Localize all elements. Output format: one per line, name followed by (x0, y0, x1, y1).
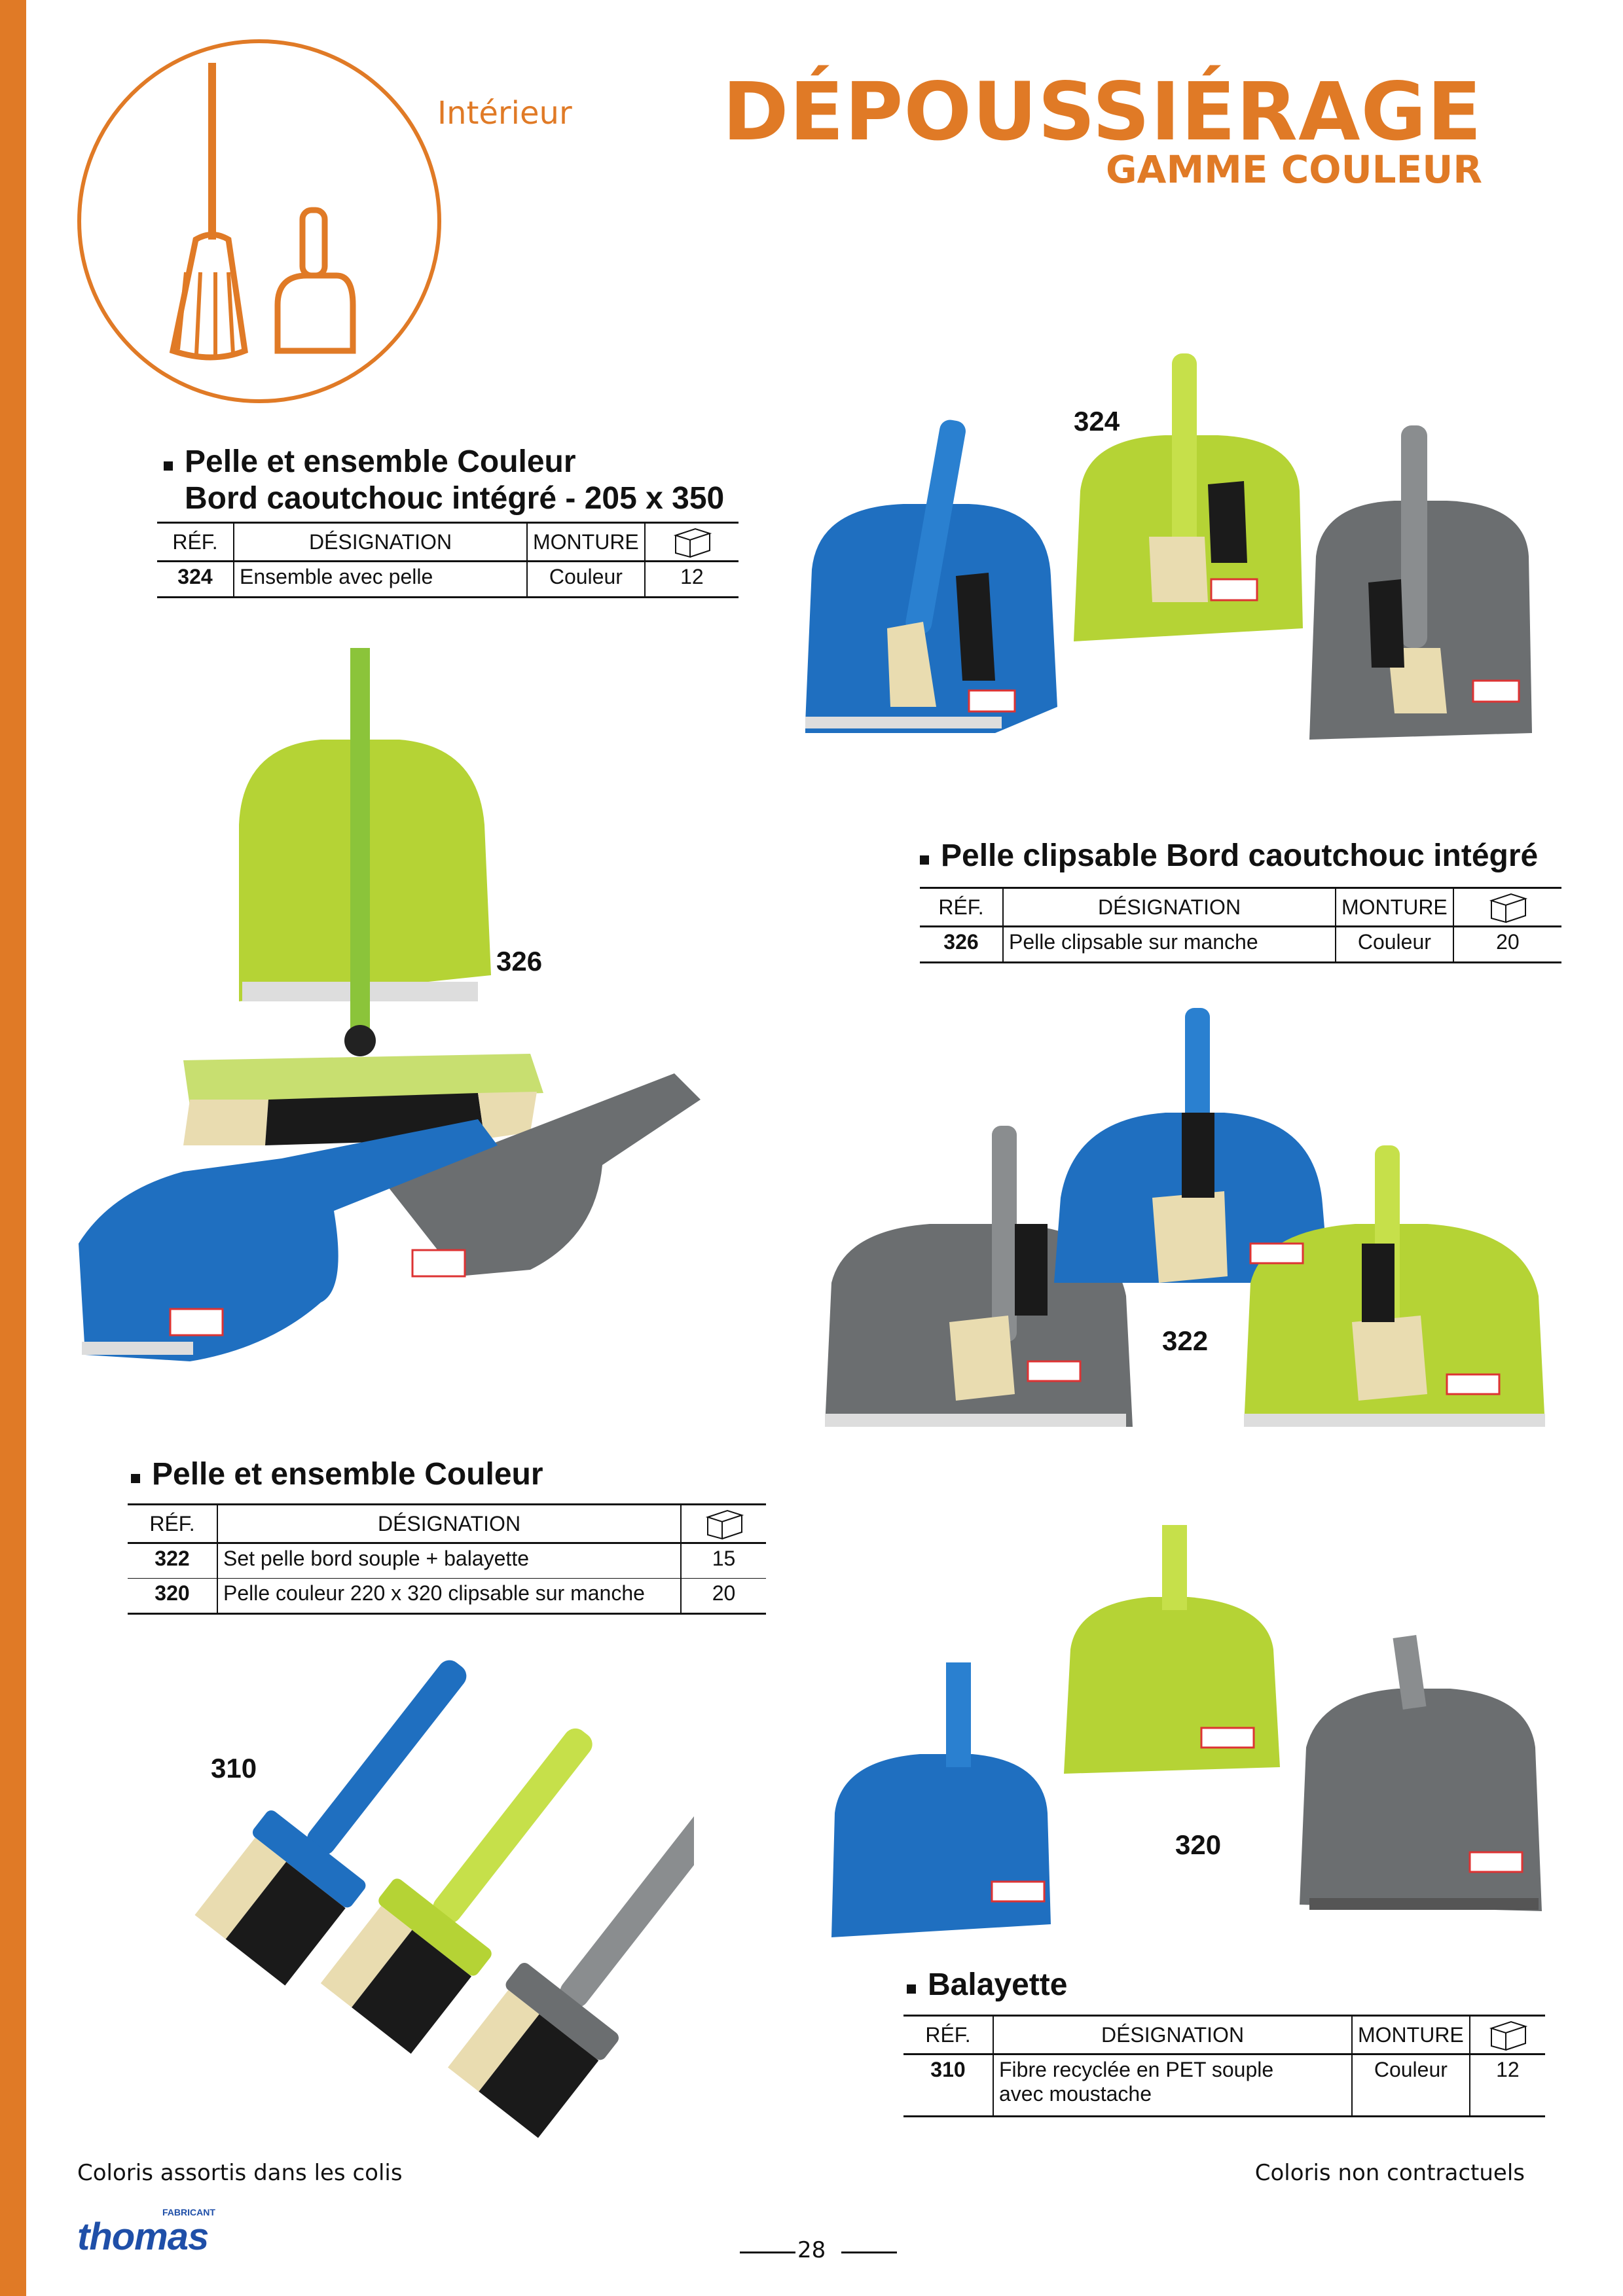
table-row (920, 927, 1561, 963)
col-ref: RÉF. (920, 888, 1003, 927)
monture-cell: Couleur (1352, 2054, 1470, 2117)
page-subtitle: GAMME COULEUR (1105, 147, 1482, 192)
col-designation: DÉSIGNATION (217, 1505, 681, 1543)
monture-cell: Couleur (1336, 927, 1453, 963)
col-monture: MONTURE (527, 523, 645, 562)
col-ref: RÉF. (903, 2016, 993, 2054)
brand-tag: FABRICANT (162, 2207, 215, 2217)
qty-cell: 20 (681, 1579, 766, 1614)
product-label-324: 324 (1074, 406, 1120, 437)
col-designation: DÉSIGNATION (1003, 888, 1336, 927)
broom-dustpan-icon (81, 43, 437, 399)
ref-cell: 322 (128, 1543, 217, 1579)
carton-box-icon (1485, 891, 1531, 924)
carton-box-icon (669, 526, 715, 558)
carton-box-icon (701, 1507, 747, 1540)
ref-cell: 326 (920, 927, 1003, 963)
page-title: DÉPOUSSIÉRAGE (722, 65, 1482, 158)
section-title-text: Pelle clipsable Bord caoutchouc intégré (941, 838, 1539, 873)
designation-line2: avec moustache (999, 2082, 1152, 2106)
monture-cell: Couleur (527, 562, 645, 598)
footer-right-note: Coloris non contractuels (1254, 2160, 1525, 2186)
page-number-rule-right (841, 2251, 897, 2253)
table-row (128, 1579, 766, 1614)
qty-cell: 15 (681, 1543, 766, 1579)
section-title-line1: Pelle et ensemble Couleur (185, 444, 576, 479)
qty-cell: 12 (1470, 2054, 1545, 2117)
designation-cell: Set pelle bord souple + balayette (217, 1543, 681, 1579)
category-label: Intérieur (437, 95, 572, 132)
designation-cell: Ensemble avec pelle (234, 562, 527, 598)
col-packing (1470, 2016, 1545, 2054)
product-label-310: 310 (211, 1753, 257, 1784)
ref-cell: 324 (157, 562, 234, 598)
section-title-326 (920, 838, 1538, 874)
footer-left-note: Coloris assortis dans les colis (77, 2160, 403, 2186)
product-table-322-320 (128, 1503, 766, 1615)
qty-cell: 12 (645, 562, 739, 598)
dustpan-brush-sets-322-image (818, 1008, 1565, 1440)
bullet-icon (131, 1474, 140, 1483)
designation-cell: Pelle couleur 220 x 320 clipsable sur manche (217, 1579, 681, 1614)
section-title-text: Balayette (928, 1967, 1068, 2002)
dustpans-320-image (822, 1525, 1555, 1944)
table-row (128, 1543, 766, 1579)
col-monture: MONTURE (1352, 2016, 1470, 2054)
product-label-326: 326 (496, 946, 543, 977)
carton-box-icon (1485, 2018, 1531, 2051)
product-table-326 (920, 887, 1561, 963)
table-row (157, 562, 739, 598)
page-number: 28 (797, 2237, 826, 2263)
product-label-320: 320 (1175, 1829, 1222, 1860)
designation-cell (993, 2054, 1352, 2117)
brand-logo (77, 2207, 241, 2258)
orange-sidebar-strip (0, 0, 26, 2296)
category-logo-circle (77, 39, 441, 403)
table-row (903, 2054, 1545, 2117)
col-packing (1453, 888, 1561, 927)
section-title-line2: Bord caoutchouc intégré - 205 x 350 (185, 481, 725, 516)
designation-cell: Pelle clipsable sur manche (1003, 927, 1336, 963)
col-packing (645, 523, 739, 562)
col-ref: RÉF. (128, 1505, 217, 1543)
dustpan-sets-324-image (799, 340, 1571, 746)
col-designation: DÉSIGNATION (234, 523, 527, 562)
section-title-324 (164, 444, 724, 517)
section-title-310 (907, 1967, 1067, 2003)
designation-line1: Fibre recyclée en PET souple (999, 2058, 1274, 2081)
col-ref: RÉF. (157, 523, 234, 562)
section-title-322-320 (131, 1456, 543, 1493)
bullet-icon (907, 1984, 916, 1994)
qty-cell: 20 (1453, 927, 1561, 963)
page-number-rule-left (740, 2251, 795, 2253)
col-monture: MONTURE (1336, 888, 1453, 927)
bullet-icon (164, 461, 173, 471)
col-designation: DÉSIGNATION (993, 2016, 1352, 2054)
ref-cell: 310 (903, 2054, 993, 2117)
hand-brushes-310-image (137, 1636, 694, 2206)
section-title-text: Pelle et ensemble Couleur (152, 1457, 543, 1492)
product-table-310 (903, 2015, 1545, 2117)
col-packing (681, 1505, 766, 1543)
product-label-322: 322 (1162, 1325, 1209, 1356)
bullet-icon (920, 855, 929, 865)
brand-name: thomas (77, 2215, 209, 2258)
broom-dustpans-326-image (72, 648, 727, 1388)
product-table-324 (157, 522, 739, 598)
ref-cell: 320 (128, 1579, 217, 1614)
